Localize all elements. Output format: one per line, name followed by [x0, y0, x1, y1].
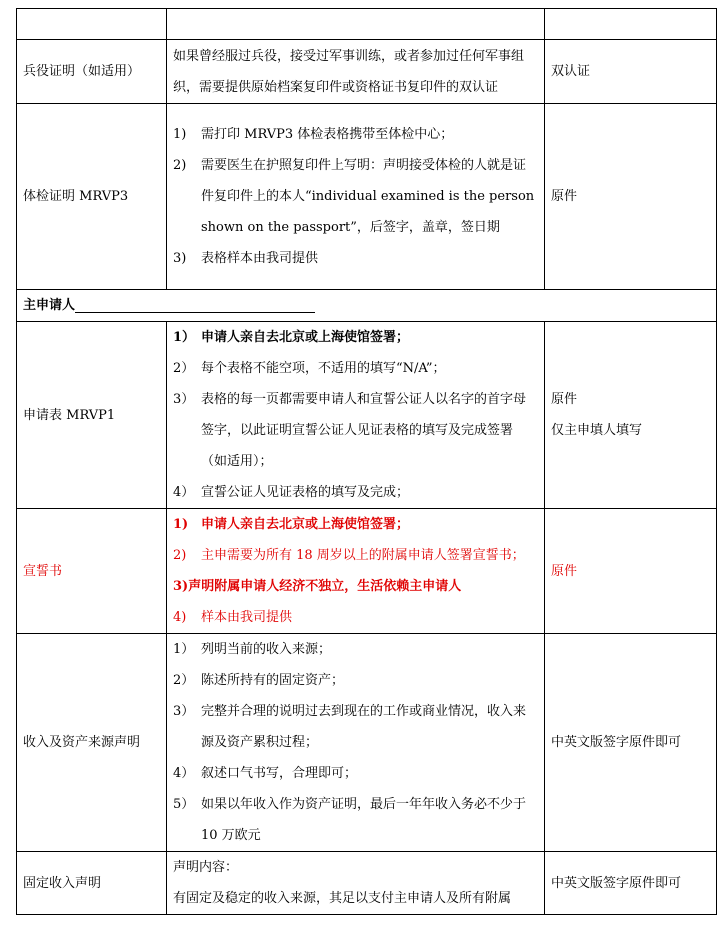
list-item: 1) 需打印 MRVP3 体检表格携带至体检中心；: [173, 127, 454, 142]
list-item: 2) 主申需要为所有 18 周岁以上的附属申请人签署宣誓书；: [173, 548, 525, 563]
fixed-income-label: 固定收入声明: [17, 852, 167, 915]
list-item: 1) 申请人亲自去北京或上海使馆签署；: [173, 517, 410, 532]
fixed-income-content: [167, 852, 545, 915]
list-item: 4) 样本由我司提供: [173, 610, 293, 625]
table-row-income: [17, 634, 717, 852]
income-label: 收入及资产来源声明: [17, 634, 167, 852]
application-note: 原件 仅主申填人填写: [545, 322, 717, 509]
table-row-fixed-income: [17, 852, 717, 915]
fixed-income-line: 有固定及稳定的收入来源，其足以支付主申请人及所有附属: [173, 891, 512, 906]
list-item: 5） 如果以年收入作为资产证明，最后一年年收入务必不少于 10 万欧元: [173, 797, 527, 843]
income-content: [167, 634, 545, 852]
income-note: 中英文版签字原件即可: [545, 634, 717, 852]
blank-cell-1: [17, 9, 167, 40]
list-item: 3)声明附属申请人经济不独立，生活依赖主申请人: [173, 579, 462, 594]
fixed-income-note: 中英文版签字原件即可: [545, 852, 717, 915]
list-item: 3) 表格样本由我司提供: [173, 251, 319, 266]
section-header: [17, 290, 717, 322]
list-item: 3） 完整并合理的说明过去到现在的工作或商业情况，收入来源及资产累积过程；: [173, 704, 527, 750]
table-row-military: [17, 40, 717, 104]
application-content: [167, 322, 545, 509]
table-row-section: [17, 290, 717, 322]
fixed-income-line: 声明内容：: [173, 860, 239, 875]
oath-content: [167, 509, 545, 634]
table-row-medical: [17, 104, 717, 290]
medical-label: 体检证明 MRVP3: [17, 104, 167, 290]
section-underline: [75, 298, 315, 313]
military-content: 如果曾经服过兵役，接受过军事训练，或者参加过任何军事组织，需要提供原始档案复印件或资格证书复印件的双认证: [167, 40, 545, 104]
list-item: 3） 表格的每一页都需要申请人和宣誓公证人以名字的首字母签字，以此证明宣誓公证人见证表格的填写及完成签署（如适用）；: [173, 392, 527, 469]
requirements-table: [16, 8, 717, 915]
list-item: 4） 宣誓公证人见证表格的填写及完成；: [173, 485, 410, 500]
list-item: 1） 列明当前的收入来源；: [173, 642, 332, 657]
application-label: 申请表 MRVP1: [17, 322, 167, 509]
military-note: 双认证: [545, 40, 717, 104]
list-item: 2) 需要医生在护照复印件上写明：声明接受体检的人就是证件复印件上的本人“individual examined is the person shown on the passport”，后签字，盖章，签日期: [173, 158, 535, 235]
military-label: 兵役证明（如适用）: [17, 40, 167, 104]
table-row-blank: [17, 9, 717, 40]
table-row-oath: [17, 509, 717, 634]
oath-note: 原件: [545, 509, 717, 634]
list-item: 4） 叙述口气书写，合理即可；: [173, 766, 358, 781]
medical-content: [167, 104, 545, 290]
table-row-application: [17, 322, 717, 509]
list-item: 2） 每个表格不能空项，不适用的填写“N/A”；: [173, 361, 446, 376]
oath-label: 宣誓书: [17, 509, 167, 634]
blank-cell-2: [167, 9, 545, 40]
medical-note: 原件: [545, 104, 717, 290]
list-item: 2） 陈述所持有的固定资产；: [173, 673, 345, 688]
section-title: 主申请人: [23, 298, 76, 313]
blank-cell-3: [545, 9, 717, 40]
list-item: 1） 申请人亲自去北京或上海使馆签署；: [173, 330, 410, 345]
